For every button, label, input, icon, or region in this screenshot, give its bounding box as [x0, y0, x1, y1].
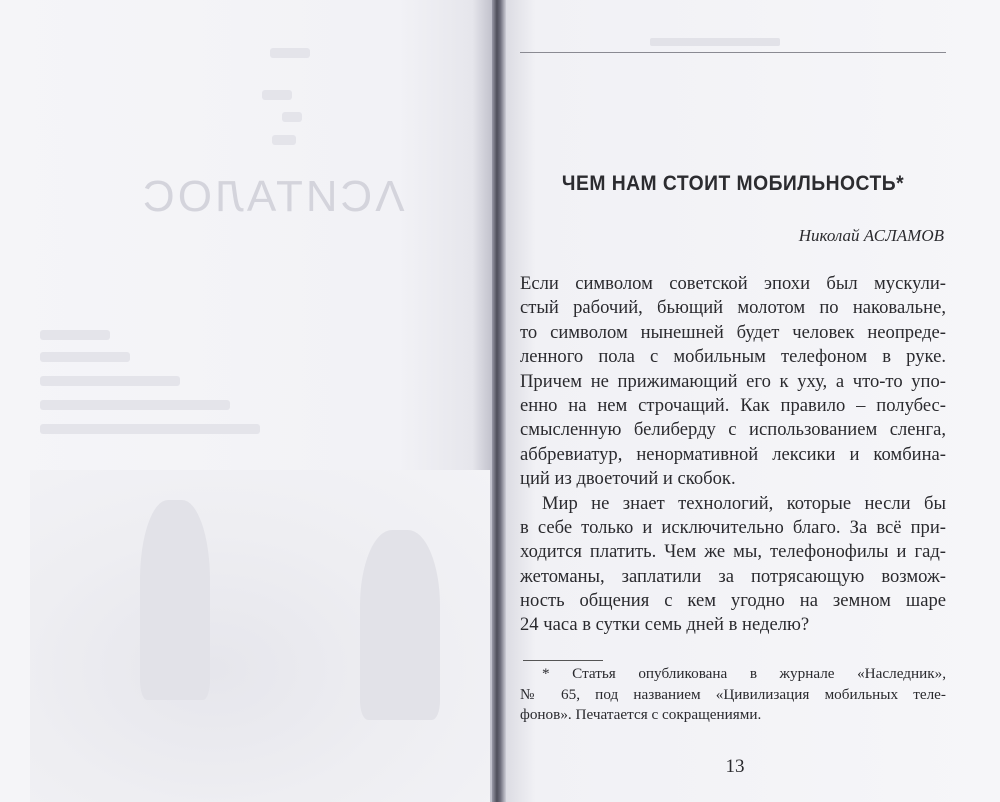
body-line: Причем не прижимающий его к уху, а что-то упо-	[520, 370, 946, 392]
bleed-through-text	[272, 135, 296, 145]
body-line: енно на нем строчащий. Как правило – полубес-	[520, 394, 946, 416]
bleed-through-text	[40, 352, 130, 362]
bleed-through-text	[40, 330, 110, 340]
running-header-ghost	[650, 38, 780, 46]
bleed-through-text	[282, 112, 302, 122]
body-line: ность общения с кем угодно на земном шаре	[520, 590, 946, 612]
bleed-through-text	[40, 376, 180, 386]
body-line: в себе только и исключительно благо. За всё при-	[520, 516, 946, 538]
bleed-through-text	[262, 90, 292, 100]
footnote-rule	[523, 660, 603, 661]
bleed-through-text	[270, 48, 310, 58]
body-line: 24 часа в сутки семь дней в неделю?	[520, 614, 810, 636]
body-line: стый рабочий, бьющий молотом по наковальне,	[520, 297, 946, 319]
body-line: Если символом советской эпохи был мускули-	[520, 273, 946, 294]
book-spine	[492, 0, 506, 802]
article-author: Николай АСЛАМОВ	[798, 226, 944, 245]
bleed-through-title: ΛCИTAЛOC	[140, 172, 405, 221]
article-title: ЧЕМ НАМ СТОИТ МОБИЛЬНОСТЬ*	[561, 172, 905, 195]
header-rule	[520, 52, 946, 53]
footnote	[520, 664, 946, 726]
footnote-line: * Статья опубликована в журнале «Наследник»,	[542, 665, 946, 682]
body-line: ций из двоеточий и скобок.	[520, 468, 736, 490]
body-line: жетоманы, заплатили за потрясающую возмож-	[520, 565, 946, 587]
bleed-through-text	[40, 400, 230, 410]
body-line: ленного пола с мобильным телефоном в руке.	[520, 346, 946, 368]
footnote-line: № 65, под названием «Цивилизация мобильных теле-	[520, 685, 946, 703]
article-body	[520, 272, 946, 638]
body-line: Мир не знает технологий, которые несли бы	[542, 492, 946, 514]
body-line: аббревиатур, ненормативной лексики и комбина-	[520, 443, 946, 465]
body-line: ходится платить. Чем же мы, телефонофилы и гад-	[520, 541, 946, 563]
body-line: смысленную белиберду с использованием сленга,	[520, 419, 946, 441]
bleed-through-photo	[30, 470, 490, 802]
left-page	[0, 0, 497, 802]
bleed-through-text	[40, 424, 260, 434]
page-number: 13	[725, 756, 745, 777]
body-line: то символом нынешней будет человек неопреде-	[520, 321, 946, 343]
footnote-line: фонов». Печатается с сокращениями.	[520, 706, 762, 723]
